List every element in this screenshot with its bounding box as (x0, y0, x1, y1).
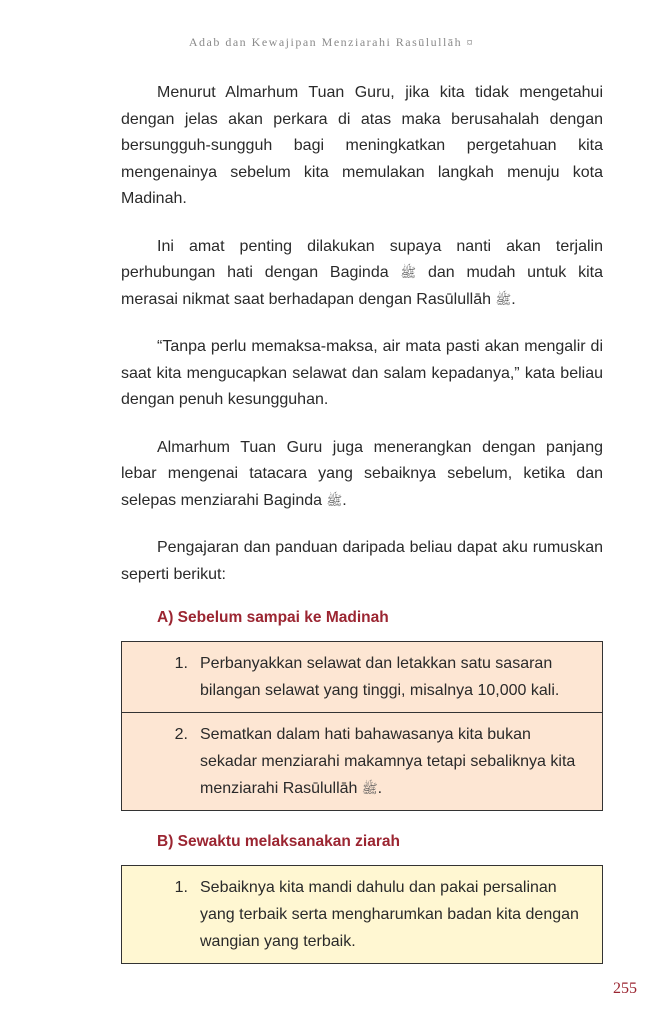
item-number: 2. (174, 726, 188, 743)
section-a-heading: A) Sebelum sampai ke Madinah (157, 609, 389, 626)
page-number: 255 (613, 980, 637, 997)
section-a-table (121, 641, 603, 811)
table-cell (122, 866, 603, 964)
table-row (122, 642, 603, 713)
section-b-heading: B) Sewaktu melaksanakan ziarah (157, 833, 400, 850)
paragraph-4-part-a: Almarhum Tuan Guru juga menerangkan dengan panjang lebar mengenai tatacara yang sebaiknya sebelum, ketika dan selepas menziarahi Baginda (121, 438, 603, 509)
paragraph-5: Pengajaran dan panduan daripada beliau dapat aku rumuskan seperti berikut: (121, 539, 603, 583)
table-cell (122, 713, 603, 811)
section-b-table (121, 865, 603, 964)
item-text (188, 721, 588, 802)
paragraph-4 (121, 435, 603, 515)
item-text: Perbanyakkan selawat dan letakkan satu sasaran bilangan selawat yang tinggi, misalnya 10,000 kali. (200, 655, 560, 699)
item-text-part-b: . (377, 780, 383, 797)
paragraph-1: Menurut Almarhum Tuan Guru, jika kita tidak mengetahui dengan jelas akan perkara di atas maka berusahalah dengan bersungguh-sungguh bagi meningkatkan pergetahuan kita mengenainya sebelum kita memulakan langkah menuju kota Madinah. (121, 84, 603, 207)
item-text-part-a: Sematkan dalam hati bahawasanya kita bukan sekadar menziarahi makamnya tetapi sebaliknya kita menziarahi Rasūlullāh (200, 726, 576, 797)
table-cell (122, 642, 603, 713)
item-number: 1. (174, 879, 188, 896)
item-number: 1. (174, 655, 188, 672)
paragraph-2-part-b: dan mudah untuk kita merasai nikmat saat berhadapan dengan Rasūlullāh (121, 264, 603, 308)
paragraph-2-part-a: Ini amat penting dilakukan supaya nanti akan terjalin perhubungan hati dengan Baginda (121, 237, 603, 281)
salawat-symbol: ﷺ (495, 291, 512, 307)
salawat-symbol: ﷺ (326, 492, 343, 508)
paragraph-2-part-c: . (511, 290, 516, 308)
salawat-symbol: ﷺ (361, 781, 378, 796)
page-content (121, 80, 603, 986)
item-text: Sebaiknya kita mandi dahulu dan pakai persalinan yang terbaik serta mengharumkan badan kita dengan wangian yang terbaik. (200, 879, 579, 950)
running-header: Adab dan Kewajipan Menziarahi Rasūlullāh ¤ (188, 35, 475, 49)
table-row (122, 713, 603, 811)
paragraph-4-part-b: . (342, 491, 347, 509)
salawat-symbol: ﷺ (400, 265, 417, 280)
paragraph-2 (121, 234, 603, 314)
table-row (122, 866, 603, 964)
paragraph-3: “Tanpa perlu memaksa-maksa, air mata pasti akan mengalir di saat kita mengucapkan selawat dan salam kepadanya,” kata beliau dengan penuh kesungguhan. (121, 338, 603, 408)
